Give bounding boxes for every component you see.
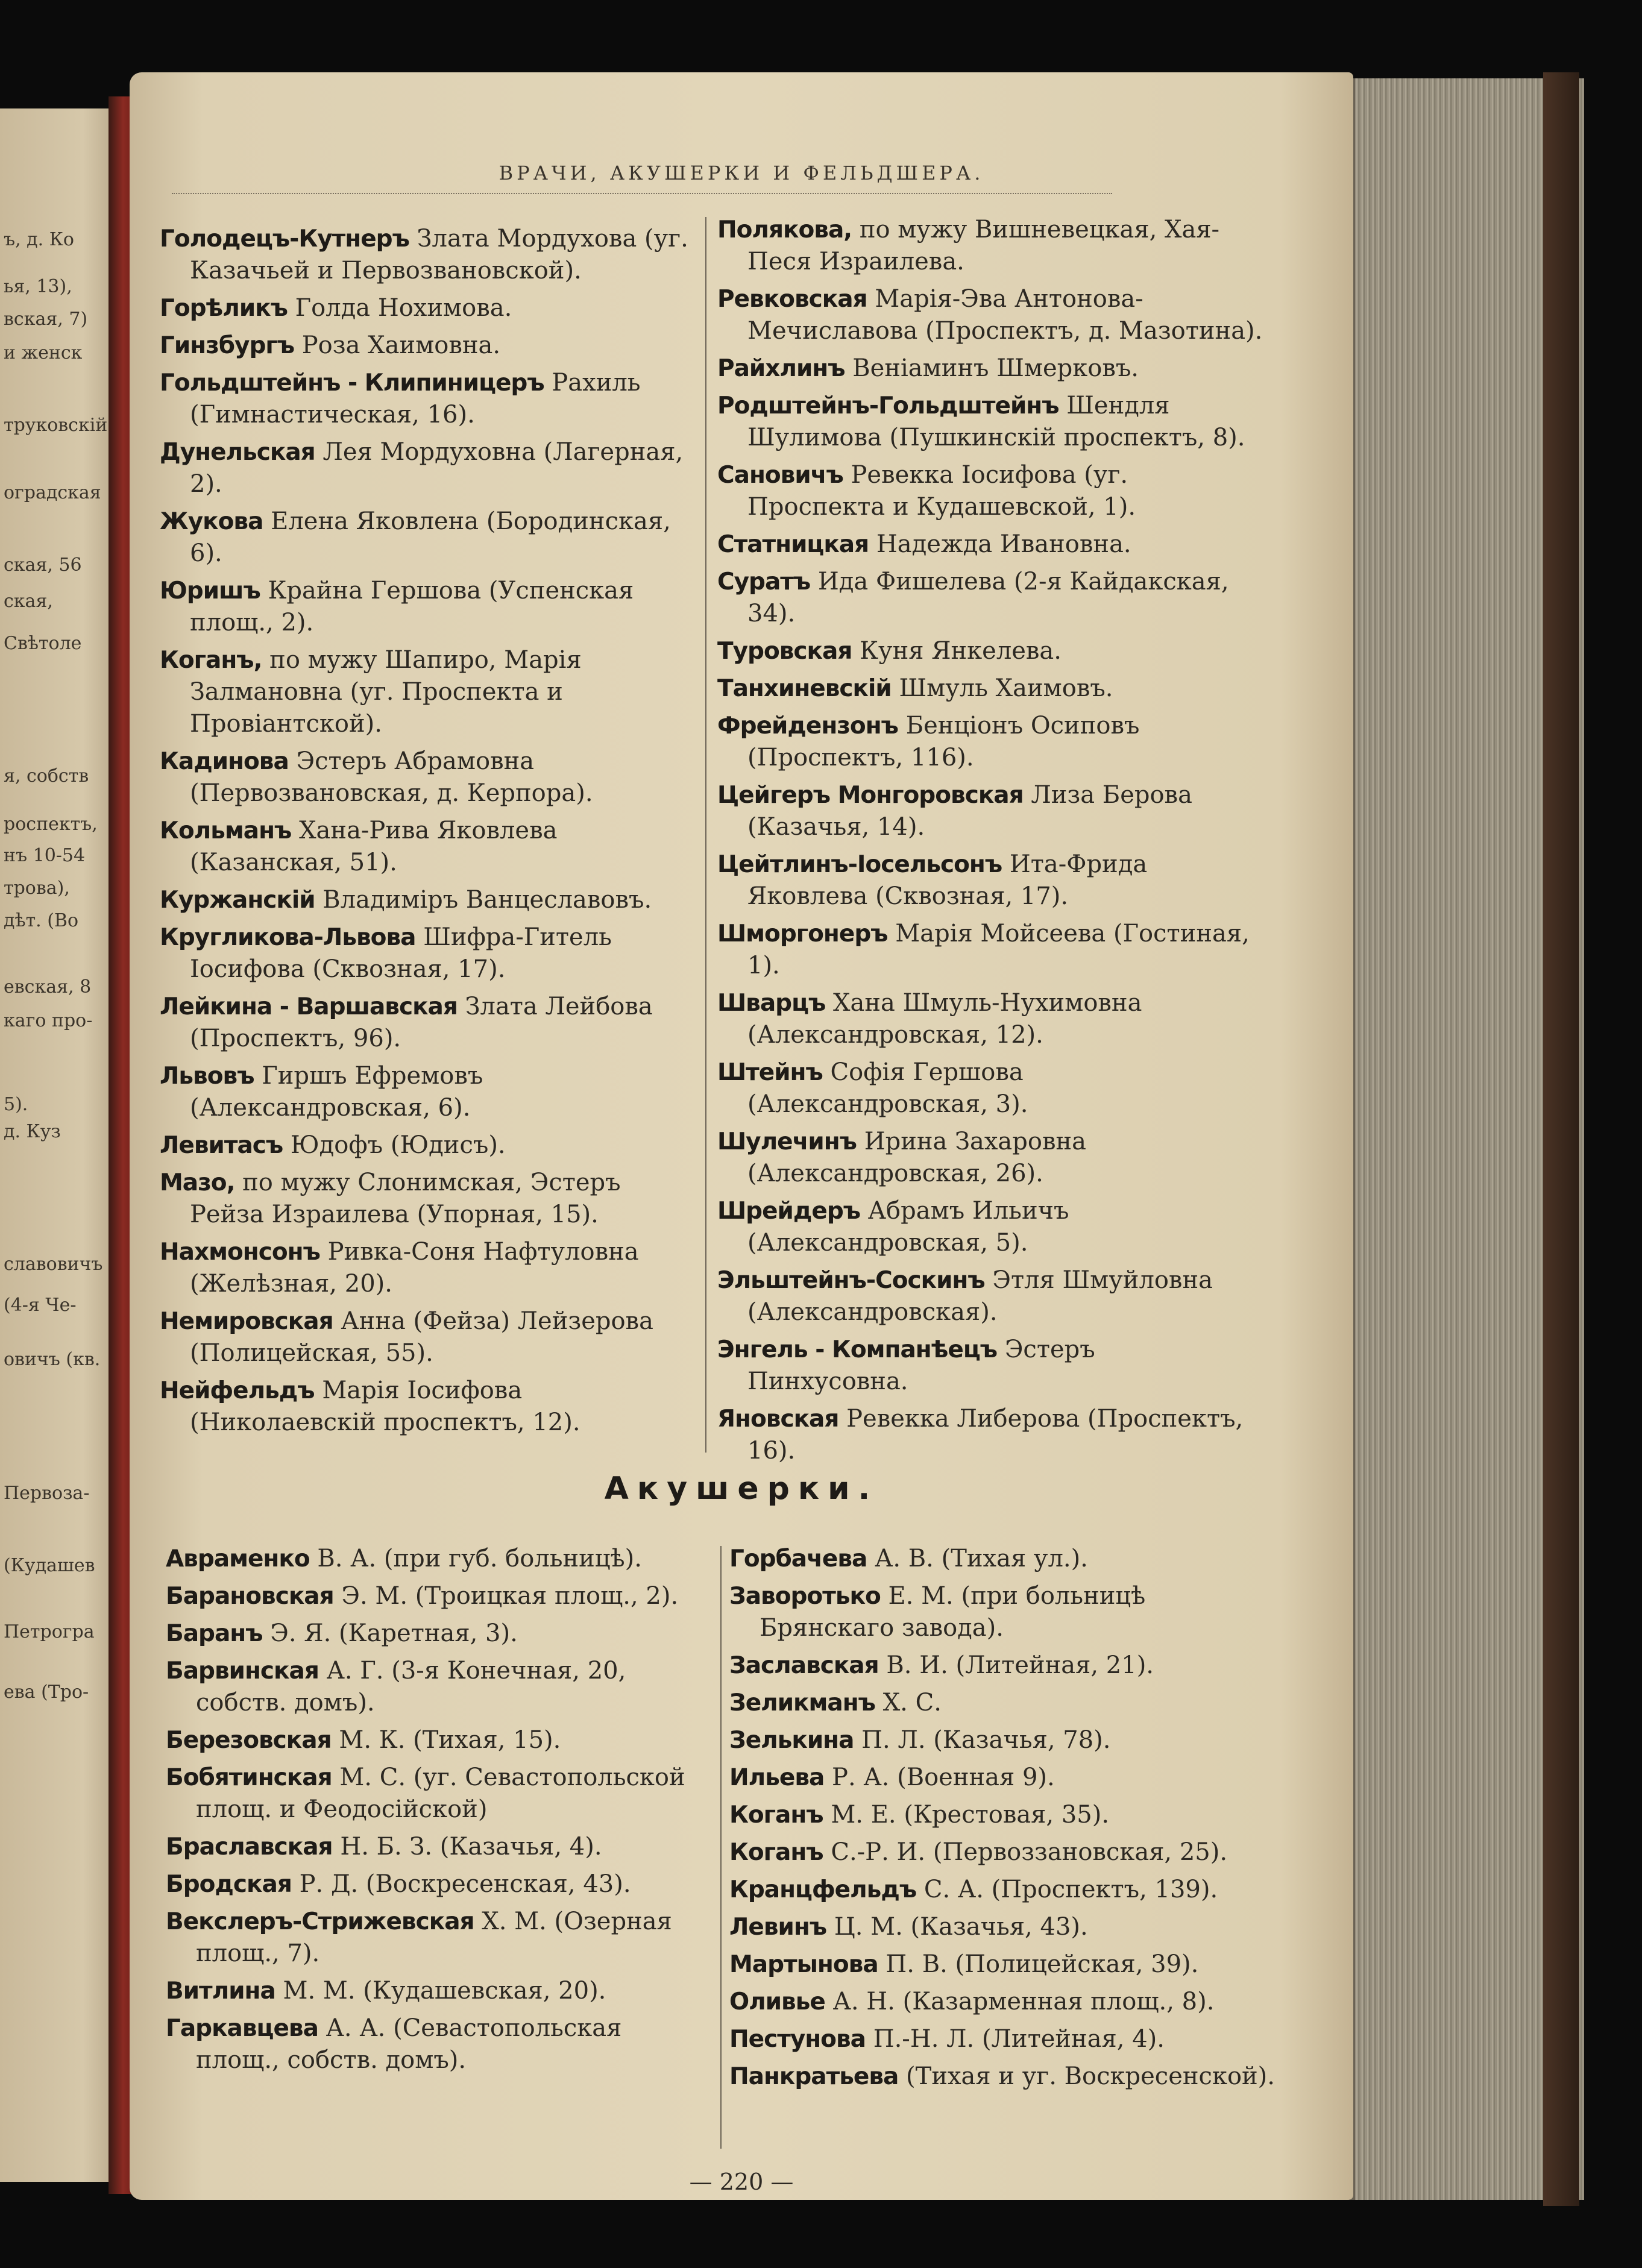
directory-entry bbox=[166, 1655, 708, 1719]
main-page bbox=[130, 72, 1353, 2200]
left-page-fragment: каго про- bbox=[4, 1010, 93, 1031]
entry-name: Ильева bbox=[729, 1764, 825, 1791]
entry-name: Заславская bbox=[729, 1652, 879, 1679]
directory-entry bbox=[160, 922, 699, 985]
entry-name: Немировская bbox=[160, 1308, 333, 1335]
entry-name: Шморгонеръ bbox=[717, 920, 888, 947]
entry-name: Браславская bbox=[166, 1833, 333, 1861]
entry-details: Злата Мордухова (уг. Казачьей и Первозвановской). bbox=[190, 225, 688, 284]
book bbox=[0, 72, 1579, 2194]
directory-entry bbox=[717, 353, 1263, 385]
entry-details: Эстеръ Пинхусовна. bbox=[747, 1336, 1095, 1395]
entry-details: Веніаминъ Шмерковъ. bbox=[852, 354, 1139, 382]
left-page-fragment: ья, 13), bbox=[4, 276, 72, 297]
entry-name: Заворотько bbox=[729, 1583, 881, 1610]
entry-details: Марія Мойсеева (Гостиная, 1). bbox=[747, 920, 1250, 979]
entry-details: Е. М. (при больницѣ Брянскаго завода). bbox=[760, 1582, 1146, 1642]
directory-entry bbox=[160, 1060, 699, 1124]
entry-details: Софія Гершова (Александровская, 3). bbox=[747, 1058, 1028, 1118]
entry-name: Барановская bbox=[166, 1583, 334, 1610]
directory-entry bbox=[717, 918, 1263, 982]
entry-details: Э. М. (Троицкая площ., 2). bbox=[341, 1582, 679, 1610]
directory-entry bbox=[166, 1975, 708, 2007]
entry-name: Дунельская bbox=[160, 439, 315, 466]
entry-details: П. В. (Полицейская, 39). bbox=[885, 1950, 1199, 1978]
left-page-fragment: роспектъ, bbox=[4, 814, 98, 835]
entry-details: М. С. (уг. Севастопольской площ. и Феодосійской) bbox=[196, 1764, 685, 1823]
entry-details: А. Н. (Казарменная площ., 8). bbox=[832, 1988, 1215, 2015]
entry-details: Надежда Ивановна. bbox=[876, 530, 1131, 558]
directory-entry bbox=[717, 459, 1263, 523]
entry-details: С. А. (Проспектъ, 139). bbox=[923, 1876, 1218, 1903]
entry-details: Р. Д. (Воскресенская, 43). bbox=[299, 1870, 631, 1898]
entry-details: Н. Б. З. (Казачья, 4). bbox=[340, 1833, 602, 1861]
entry-details: Ревекка Либерова (Проспектъ, 16). bbox=[747, 1405, 1244, 1465]
entry-name: Пестунова bbox=[729, 2026, 866, 2053]
entry-name: Горѣликъ bbox=[160, 295, 288, 322]
entry-details: А. А. (Севастопольская площ., собств. домъ). bbox=[196, 2014, 622, 2074]
left-page-fragment: (4-я Че- bbox=[4, 1295, 77, 1316]
directory-entry bbox=[160, 1236, 699, 1300]
directory-entry bbox=[717, 635, 1263, 667]
entry-details: В. И. (Литейная, 21). bbox=[886, 1651, 1154, 1679]
entry-details: П.-Н. Л. (Литейная, 4). bbox=[873, 2025, 1165, 2053]
directory-entry bbox=[717, 283, 1263, 347]
entry-name: Кадинова bbox=[160, 748, 289, 775]
entry-name: Мартынова bbox=[729, 1951, 878, 1978]
left-page-fragment: трова), bbox=[4, 878, 70, 899]
entry-name: Зелькина bbox=[729, 1727, 854, 1754]
directory-entry bbox=[160, 1167, 699, 1231]
entry-name: Ревковская bbox=[717, 286, 867, 313]
entry-details: Эстеръ Абрамовна (Первозвановская, д. Керпора). bbox=[190, 747, 593, 807]
left-page-fragment: славовичъ bbox=[4, 1254, 103, 1275]
entry-name: Кругликова-Львова bbox=[160, 924, 416, 951]
back-cover bbox=[1543, 72, 1579, 2206]
directory-entry bbox=[166, 1831, 708, 1863]
entry-name: Гольдштейнъ - Клипиницеръ bbox=[160, 369, 544, 397]
directory-entry bbox=[717, 529, 1263, 561]
directory-entry bbox=[160, 223, 699, 287]
entry-details: Лея Мордуховна (Лагерная, 2). bbox=[190, 438, 684, 498]
entry-details: (Тихая и уг. Воскресенской). bbox=[906, 2062, 1275, 2090]
entry-details: М. М. (Кудашевская, 20). bbox=[283, 1977, 606, 2005]
entry-details: Гиршъ Ефремовъ (Александровская, 6). bbox=[190, 1062, 483, 1122]
entry-name: Горбачева bbox=[729, 1545, 867, 1572]
entry-name: Оливье bbox=[729, 1988, 825, 2015]
entry-details: С.-Р. И. (Первоззановская, 25). bbox=[831, 1838, 1228, 1866]
entry-name: Кольманъ bbox=[160, 817, 292, 844]
entry-name: Штейнъ bbox=[717, 1059, 823, 1086]
left-page-fragment: (Кудашев bbox=[4, 1555, 95, 1576]
directory-entry bbox=[729, 1543, 1284, 1575]
entry-details: Хана Шмуль-Нухимовна (Александровская, 12). bbox=[747, 989, 1142, 1049]
directory-entry bbox=[729, 1949, 1284, 1981]
entry-details: Ита-Фрида Яковлева (Сквозная, 17). bbox=[747, 850, 1148, 910]
doctors-column-right bbox=[717, 214, 1263, 1472]
directory-entry bbox=[717, 987, 1263, 1051]
entry-name: Райхлинъ bbox=[717, 355, 845, 382]
entry-details: Владиміръ Ванцеславовъ. bbox=[322, 886, 652, 914]
entry-details: Шмуль Хаимовъ. bbox=[899, 674, 1113, 702]
entry-name: Голодецъ-Кутнеръ bbox=[160, 225, 409, 253]
entry-details: Лиза Берова (Казачья, 14). bbox=[747, 781, 1192, 841]
entry-details: Э. Я. (Каретная, 3). bbox=[270, 1619, 518, 1647]
entry-details: М. Е. (Крестовая, 35). bbox=[831, 1801, 1110, 1829]
directory-entry bbox=[160, 1375, 699, 1439]
directory-entry bbox=[717, 710, 1263, 774]
column-divider bbox=[705, 217, 706, 1453]
directory-entry bbox=[717, 1403, 1263, 1467]
left-page-fragment: евская, 8 bbox=[4, 976, 92, 997]
entry-details: Ида Фишелева (2-я Кайдакская, 34). bbox=[747, 568, 1229, 627]
entry-details: Х. С. bbox=[882, 1689, 942, 1717]
running-head: ВРАЧИ, АКУШЕРКИ И ФЕЛЬДШЕРА. bbox=[499, 162, 984, 184]
entry-name: Левитасъ bbox=[160, 1132, 283, 1159]
directory-entry bbox=[160, 575, 699, 639]
directory-entry bbox=[717, 849, 1263, 913]
entry-details: Абрамъ Ильичъ (Александровская, 5). bbox=[747, 1197, 1069, 1257]
entry-name: Витлина bbox=[166, 1977, 275, 2005]
entry-name: Статницкая bbox=[717, 531, 869, 558]
entry-name: Львовъ bbox=[160, 1063, 254, 1090]
midwives-column-left bbox=[166, 1543, 708, 2082]
entry-details: Марія Іосифова (Николаевскій проспектъ, 12). bbox=[190, 1377, 580, 1436]
entry-details: М. К. (Тихая, 15). bbox=[339, 1726, 561, 1754]
entry-details: Ц. М. (Казачья, 43). bbox=[834, 1913, 1088, 1941]
left-page-fragment: оградская bbox=[4, 482, 101, 503]
entry-details: по мужу Слонимская, Эстеръ Рейза Израилева (Упорная, 15). bbox=[190, 1169, 621, 1228]
entry-details: Рахиль (Гимнастическая, 16). bbox=[190, 369, 641, 429]
directory-entry bbox=[717, 1264, 1263, 1328]
entry-name: Лейкина - Варшавская bbox=[160, 993, 458, 1020]
directory-entry bbox=[717, 566, 1263, 630]
page-number: — 220 — bbox=[689, 2169, 794, 2195]
directory-entry bbox=[717, 1195, 1263, 1259]
entry-details: Куня Янкелева. bbox=[860, 637, 1062, 665]
entry-details: Марія-Эва Антонова-Мечиславова (Проспектъ, д. Мазотина). bbox=[747, 285, 1263, 345]
entry-details: по мужу Шапиро, Марія Залмановна (уг. Проспекта и Провіантской). bbox=[190, 646, 582, 738]
directory-entry bbox=[729, 1580, 1284, 1644]
entry-details: Х. М. (Озерная площ., 7). bbox=[196, 1908, 672, 1967]
directory-entry bbox=[160, 644, 699, 740]
directory-entry bbox=[166, 1906, 708, 1970]
entry-name: Шварцъ bbox=[717, 990, 826, 1017]
entry-name: Куржанскій bbox=[160, 887, 315, 914]
entry-name: Фрейдензонъ bbox=[717, 712, 898, 740]
entry-details: Ирина Захаровна (Александровская, 26). bbox=[747, 1128, 1086, 1187]
entry-name: Авраменко bbox=[166, 1545, 310, 1572]
entry-details: Хана-Рива Яковлева (Казанская, 51). bbox=[190, 817, 558, 876]
entry-name: Цейгеръ Монгоровская bbox=[717, 782, 1024, 809]
entry-name: Векслеръ-Стрижевская bbox=[166, 1908, 474, 1935]
entry-details: Шендля Шулимова (Пушкинскій проспектъ, 8). bbox=[747, 392, 1245, 451]
entry-details: П. Л. (Казачья, 78). bbox=[861, 1726, 1111, 1754]
midwives-column-right bbox=[729, 1543, 1284, 2098]
entry-details: по мужу Вишневецкая, Хая-Песя Израилева. bbox=[747, 216, 1220, 275]
entry-name: Березовская bbox=[166, 1727, 332, 1754]
entry-name: Танхиневскій bbox=[717, 675, 892, 702]
entry-name: Суратъ bbox=[717, 568, 811, 595]
entry-details: Шифра-Гитель Іосифова (Сквозная, 17). bbox=[190, 923, 612, 983]
directory-entry bbox=[729, 1986, 1284, 2018]
entry-name: Левинъ bbox=[729, 1914, 827, 1941]
left-page-fragment: я, собств bbox=[4, 765, 89, 787]
directory-entry bbox=[729, 2061, 1284, 2093]
entry-details: Этля Шмуйловна (Александровская). bbox=[747, 1266, 1213, 1326]
entry-details: А. В. (Тихая ул.). bbox=[875, 1545, 1088, 1572]
directory-entry bbox=[160, 330, 699, 362]
left-page-fragment: овичъ (кв. bbox=[4, 1349, 101, 1370]
left-page-fragment: ская, bbox=[4, 591, 53, 612]
entry-name: Бобятинская bbox=[166, 1764, 332, 1791]
entry-name: Туровская bbox=[717, 638, 852, 665]
entry-name: Эльштейнъ-Соскинъ bbox=[717, 1267, 985, 1294]
directory-entry bbox=[160, 746, 699, 809]
directory-entry bbox=[717, 779, 1263, 843]
column-divider-midwives bbox=[720, 1546, 722, 2149]
left-page-fragment: ева (Тро- bbox=[4, 1682, 89, 1703]
entry-name: Коганъ bbox=[729, 1839, 823, 1866]
entry-details: А. Г. (3-я Конечная, 20, собств. домъ). bbox=[196, 1657, 626, 1717]
left-page-fragment: Петрогра bbox=[4, 1621, 95, 1642]
directory-entry bbox=[717, 1126, 1263, 1190]
entry-details: Голда Нохимова. bbox=[295, 294, 512, 322]
left-page-fragment: д. Куз bbox=[4, 1121, 61, 1142]
left-page-fragment: труковскій bbox=[4, 415, 108, 436]
entry-details: Анна (Фейза) Лейзерова (Полицейская, 55). bbox=[190, 1307, 653, 1367]
directory-entry bbox=[160, 506, 699, 570]
directory-entry bbox=[729, 1836, 1284, 1868]
directory-entry bbox=[717, 673, 1263, 705]
directory-entry bbox=[166, 1618, 708, 1650]
entry-details: Елена Яковлена (Бородинская, 6). bbox=[190, 507, 671, 567]
entry-details: Р. А. (Военная 9). bbox=[832, 1764, 1055, 1791]
left-page-fragment: Первоза- bbox=[4, 1483, 90, 1504]
directory-entry bbox=[166, 1543, 708, 1575]
directory-entry bbox=[729, 1650, 1284, 1682]
section-title: Акушерки. bbox=[604, 1471, 879, 1507]
directory-entry bbox=[166, 1724, 708, 1756]
directory-entry bbox=[729, 1874, 1284, 1906]
entry-name: Нахмонсонъ bbox=[160, 1239, 320, 1266]
directory-entry bbox=[166, 2012, 708, 2076]
directory-entry bbox=[160, 1305, 699, 1369]
entry-name: Панкратьева bbox=[729, 2063, 899, 2090]
entry-name: Юришъ bbox=[160, 577, 260, 605]
doctors-column-left bbox=[160, 223, 699, 1444]
directory-entry bbox=[160, 367, 699, 431]
entry-name: Энгель - Компанѣецъ bbox=[717, 1336, 998, 1363]
directory-entry bbox=[717, 1057, 1263, 1120]
directory-entry bbox=[160, 884, 699, 916]
entry-name: Зеликманъ bbox=[729, 1689, 875, 1717]
left-page-fragment: нъ 10-54 bbox=[4, 845, 86, 866]
directory-entry bbox=[160, 991, 699, 1055]
directory-entry bbox=[729, 1724, 1284, 1756]
entry-details: Ривка-Соня Нафтуловна (Желѣзная, 20). bbox=[190, 1238, 639, 1298]
directory-entry bbox=[729, 1911, 1284, 1943]
left-page-fragment: 5). bbox=[4, 1094, 28, 1115]
entry-details: Юдофъ (Юдисъ). bbox=[290, 1131, 506, 1159]
directory-entry bbox=[160, 436, 699, 500]
directory-entry bbox=[160, 815, 699, 879]
entry-name: Цейтлинъ-Іосельсонъ bbox=[717, 851, 1002, 878]
entry-details: Крайна Гершова (Успенская площ., 2). bbox=[190, 577, 634, 636]
entry-name: Шрейдеръ bbox=[717, 1198, 861, 1225]
directory-entry bbox=[729, 1762, 1284, 1794]
entry-name: Нейфельдъ bbox=[160, 1377, 315, 1404]
directory-entry bbox=[729, 1799, 1284, 1831]
left-page-fragment: дѣт. (Во bbox=[4, 910, 79, 931]
directory-entry bbox=[160, 292, 699, 324]
directory-entry bbox=[160, 1129, 699, 1161]
entry-name: Коганъ bbox=[729, 1802, 823, 1829]
entry-details: Бенціонъ Осиповъ (Проспектъ, 116). bbox=[747, 712, 1140, 771]
directory-entry bbox=[717, 390, 1263, 454]
entry-name: Жукова bbox=[160, 508, 263, 535]
directory-entry bbox=[729, 1687, 1284, 1719]
left-page-fragment: Свѣтоле bbox=[4, 633, 82, 654]
entry-details: В. А. (при губ. больницѣ). bbox=[317, 1545, 642, 1572]
entry-name: Коганъ, bbox=[160, 647, 262, 674]
entry-name: Гинзбургъ bbox=[160, 332, 295, 359]
left-page-fragment: ская, 56 bbox=[4, 554, 82, 576]
entry-name: Яновская bbox=[717, 1406, 839, 1433]
entry-details: Злата Лейбова (Проспектъ, 96). bbox=[190, 993, 653, 1052]
entry-name: Мазо, bbox=[160, 1169, 235, 1196]
left-page-fragment: ъ, д. Ко bbox=[4, 229, 74, 250]
entry-name: Сановичъ bbox=[717, 462, 843, 489]
entry-name: Шулечинъ bbox=[717, 1128, 857, 1155]
entry-name: Баранъ bbox=[166, 1620, 263, 1647]
directory-entry bbox=[166, 1762, 708, 1826]
directory-entry bbox=[729, 2023, 1284, 2055]
entry-name: Кранцфельдъ bbox=[729, 1876, 917, 1903]
left-page-fragment: вская, 7) bbox=[4, 309, 88, 330]
entry-name: Родштейнъ-Гольдштейнъ bbox=[717, 392, 1059, 419]
entry-details: Роза Хаимовна. bbox=[301, 331, 501, 359]
left-page-fragment: и женск bbox=[4, 342, 83, 363]
directory-entry bbox=[717, 1334, 1263, 1398]
entry-details: Ревекка Іосифова (уг. Проспекта и Кудашевской, 1). bbox=[747, 461, 1136, 521]
entry-name: Барвинская bbox=[166, 1657, 319, 1685]
entry-name: Бродская bbox=[166, 1871, 292, 1898]
directory-entry bbox=[166, 1868, 708, 1900]
directory-entry bbox=[717, 214, 1263, 278]
header-rule bbox=[172, 193, 1112, 194]
entry-name: Полякова, bbox=[717, 216, 852, 243]
directory-entry bbox=[166, 1580, 708, 1612]
entry-name: Гаркавцева bbox=[166, 2015, 318, 2042]
